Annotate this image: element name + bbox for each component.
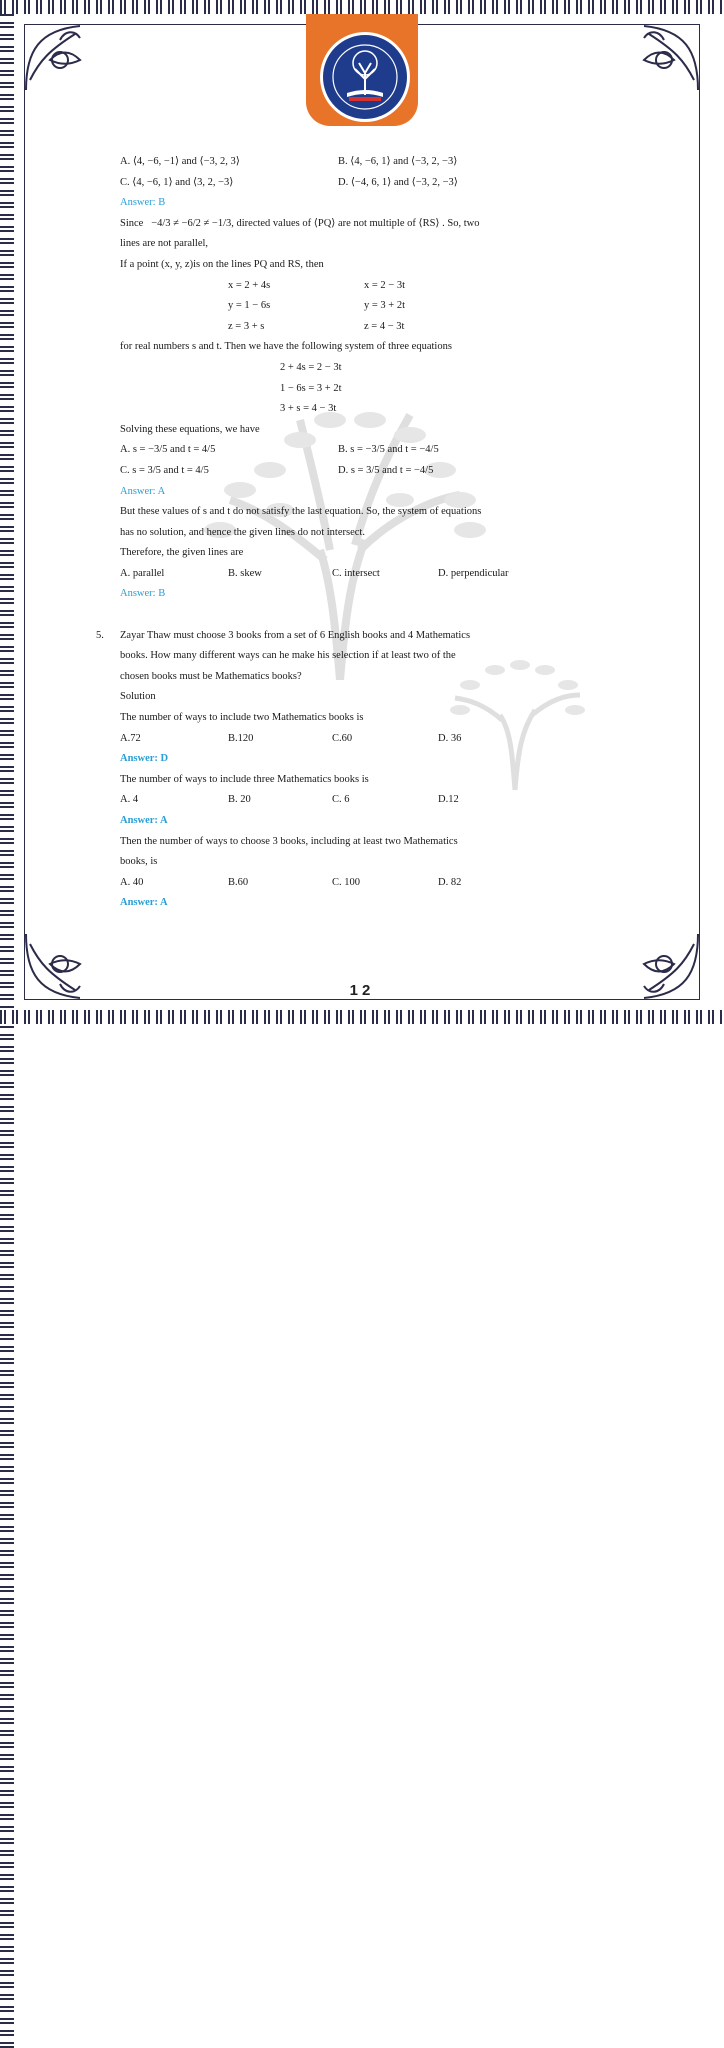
option-b: B. skew xyxy=(228,567,262,579)
option-a: A. 4 xyxy=(120,794,139,806)
since-prefix: Since xyxy=(120,217,144,229)
solution-label: Solution xyxy=(120,691,156,703)
option-b: B. 20 xyxy=(228,794,251,806)
text-line: has no solution, and hence the given lines do not intersect. xyxy=(120,526,365,538)
answer-label: Answer: A xyxy=(120,485,166,497)
answer-label: Answer: B xyxy=(120,197,166,209)
param-right: x = 2 − 3t xyxy=(364,279,406,291)
option-a: A. parallel xyxy=(120,567,165,579)
param-left: y = 1 − 6s xyxy=(228,300,271,312)
option-c: C.60 xyxy=(332,732,353,744)
option-row xyxy=(120,564,535,585)
system-row xyxy=(120,358,535,379)
since-line xyxy=(120,214,535,235)
question-line xyxy=(96,626,535,647)
option-a: A. s = −3/5 and t = 4/5 xyxy=(120,444,216,456)
question-line: books. How many different ways can he make his selection if at least two of the xyxy=(120,650,456,662)
corner-ornament-icon xyxy=(624,924,704,1004)
spacer xyxy=(120,605,535,626)
corner-ornament-icon xyxy=(20,924,100,1004)
text-line: Therefore, the given lines are xyxy=(120,547,244,559)
option-row xyxy=(120,729,535,750)
option-d: D. 36 xyxy=(438,732,462,744)
question-line: chosen books must be Mathematics books? xyxy=(120,670,302,682)
border-left xyxy=(0,0,14,1024)
option-d: D. s = 3/5 and t = −4/5 xyxy=(338,464,434,476)
option-c: C. intersect xyxy=(332,567,380,579)
text-line: Solving these equations, we have xyxy=(120,423,260,435)
option-d: D. perpendicular xyxy=(438,567,509,579)
option-row xyxy=(120,873,535,894)
system-row xyxy=(120,399,535,420)
option-b: B. ⟨4, −6, 1⟩ and ⟨−3, 2, −3⟩ xyxy=(338,156,458,167)
option-row xyxy=(120,152,535,173)
param-left: x = 2 + 4s xyxy=(228,279,271,291)
option-row xyxy=(120,461,535,482)
param-right: z = 4 − 3t xyxy=(364,320,405,332)
text-line: books, is xyxy=(120,856,158,868)
page-content xyxy=(96,152,535,914)
option-row xyxy=(120,440,535,461)
system-row xyxy=(120,379,535,400)
text-line: The number of ways to include three Mathematics books is xyxy=(120,773,369,785)
option-b: B.60 xyxy=(228,876,249,888)
since-text: , directed values of ⟨PQ⟩ are not multiple of ⟨RS⟩ . So, two xyxy=(231,217,480,229)
param-row xyxy=(120,276,535,297)
option-a: A.72 xyxy=(120,732,141,744)
logo-tab xyxy=(306,14,418,126)
option-row xyxy=(120,790,535,811)
param-row xyxy=(120,296,535,317)
corner-ornament-icon xyxy=(20,20,100,100)
border-bottom xyxy=(0,1010,724,1024)
option-d: D. 82 xyxy=(438,876,462,888)
option-a: A. ⟨4, −6, −1⟩ and ⟨−3, 2, 3⟩ xyxy=(120,156,240,167)
border-top xyxy=(0,0,724,14)
question-text: Zayar Thaw must choose 3 books from a set of 6 English books and 4 Mathematics xyxy=(120,629,471,641)
param-left: z = 3 + s xyxy=(228,320,265,332)
param-right: y = 3 + 2t xyxy=(364,300,406,312)
option-c: C. 100 xyxy=(332,876,361,888)
option-c: C. ⟨4, −6, 1⟩ and ⟨3, 2, −3⟩ xyxy=(120,176,234,188)
option-c: C. 6 xyxy=(332,794,350,806)
option-b: B.120 xyxy=(228,732,254,744)
text-line: But these values of s and t do not satisfy the last equation. So, the system of equations xyxy=(120,506,482,518)
since-math: −4/3 ≠ −6/2 ≠ −1/3 xyxy=(151,217,232,229)
option-b: B. s = −3/5 and t = −4/5 xyxy=(338,444,439,456)
answer-label: Answer: A xyxy=(120,815,168,826)
text-line: Then the number of ways to choose 3 books, including at least two Mathematics xyxy=(120,835,458,847)
corner-ornament-icon xyxy=(624,20,704,100)
text-line: The number of ways to include two Mathematics books is xyxy=(120,712,364,724)
system-eq: 2 + 4s = 2 − 3t xyxy=(280,361,342,373)
param-row xyxy=(120,317,535,338)
option-a: A. 40 xyxy=(120,876,144,888)
option-d: D. ⟨−4, 6, 1⟩ and ⟨−3, 2, −3⟩ xyxy=(338,176,458,188)
answer-label: Answer: B xyxy=(120,588,166,600)
system-eq: 1 − 6s = 3 + 2t xyxy=(280,382,342,394)
option-row xyxy=(120,173,535,194)
system-eq: 3 + s = 4 − 3t xyxy=(280,403,337,415)
school-logo-icon xyxy=(320,32,410,122)
text-line: for real numbers s and t. Then we have the following system of three equations xyxy=(120,341,452,353)
answer-label: Answer: A xyxy=(120,897,168,909)
option-d: D.12 xyxy=(438,794,459,806)
text-line: lines are not parallel, xyxy=(120,238,209,250)
page-number: 12 xyxy=(349,982,375,999)
text-line: If a point (x, y, z)is on the lines PQ and RS, then xyxy=(120,258,324,270)
question-number: 5. xyxy=(96,629,104,641)
border-right xyxy=(0,1024,14,2048)
answer-label: Answer: D xyxy=(120,753,169,765)
option-c: C. s = 3/5 and t = 4/5 xyxy=(120,464,209,476)
